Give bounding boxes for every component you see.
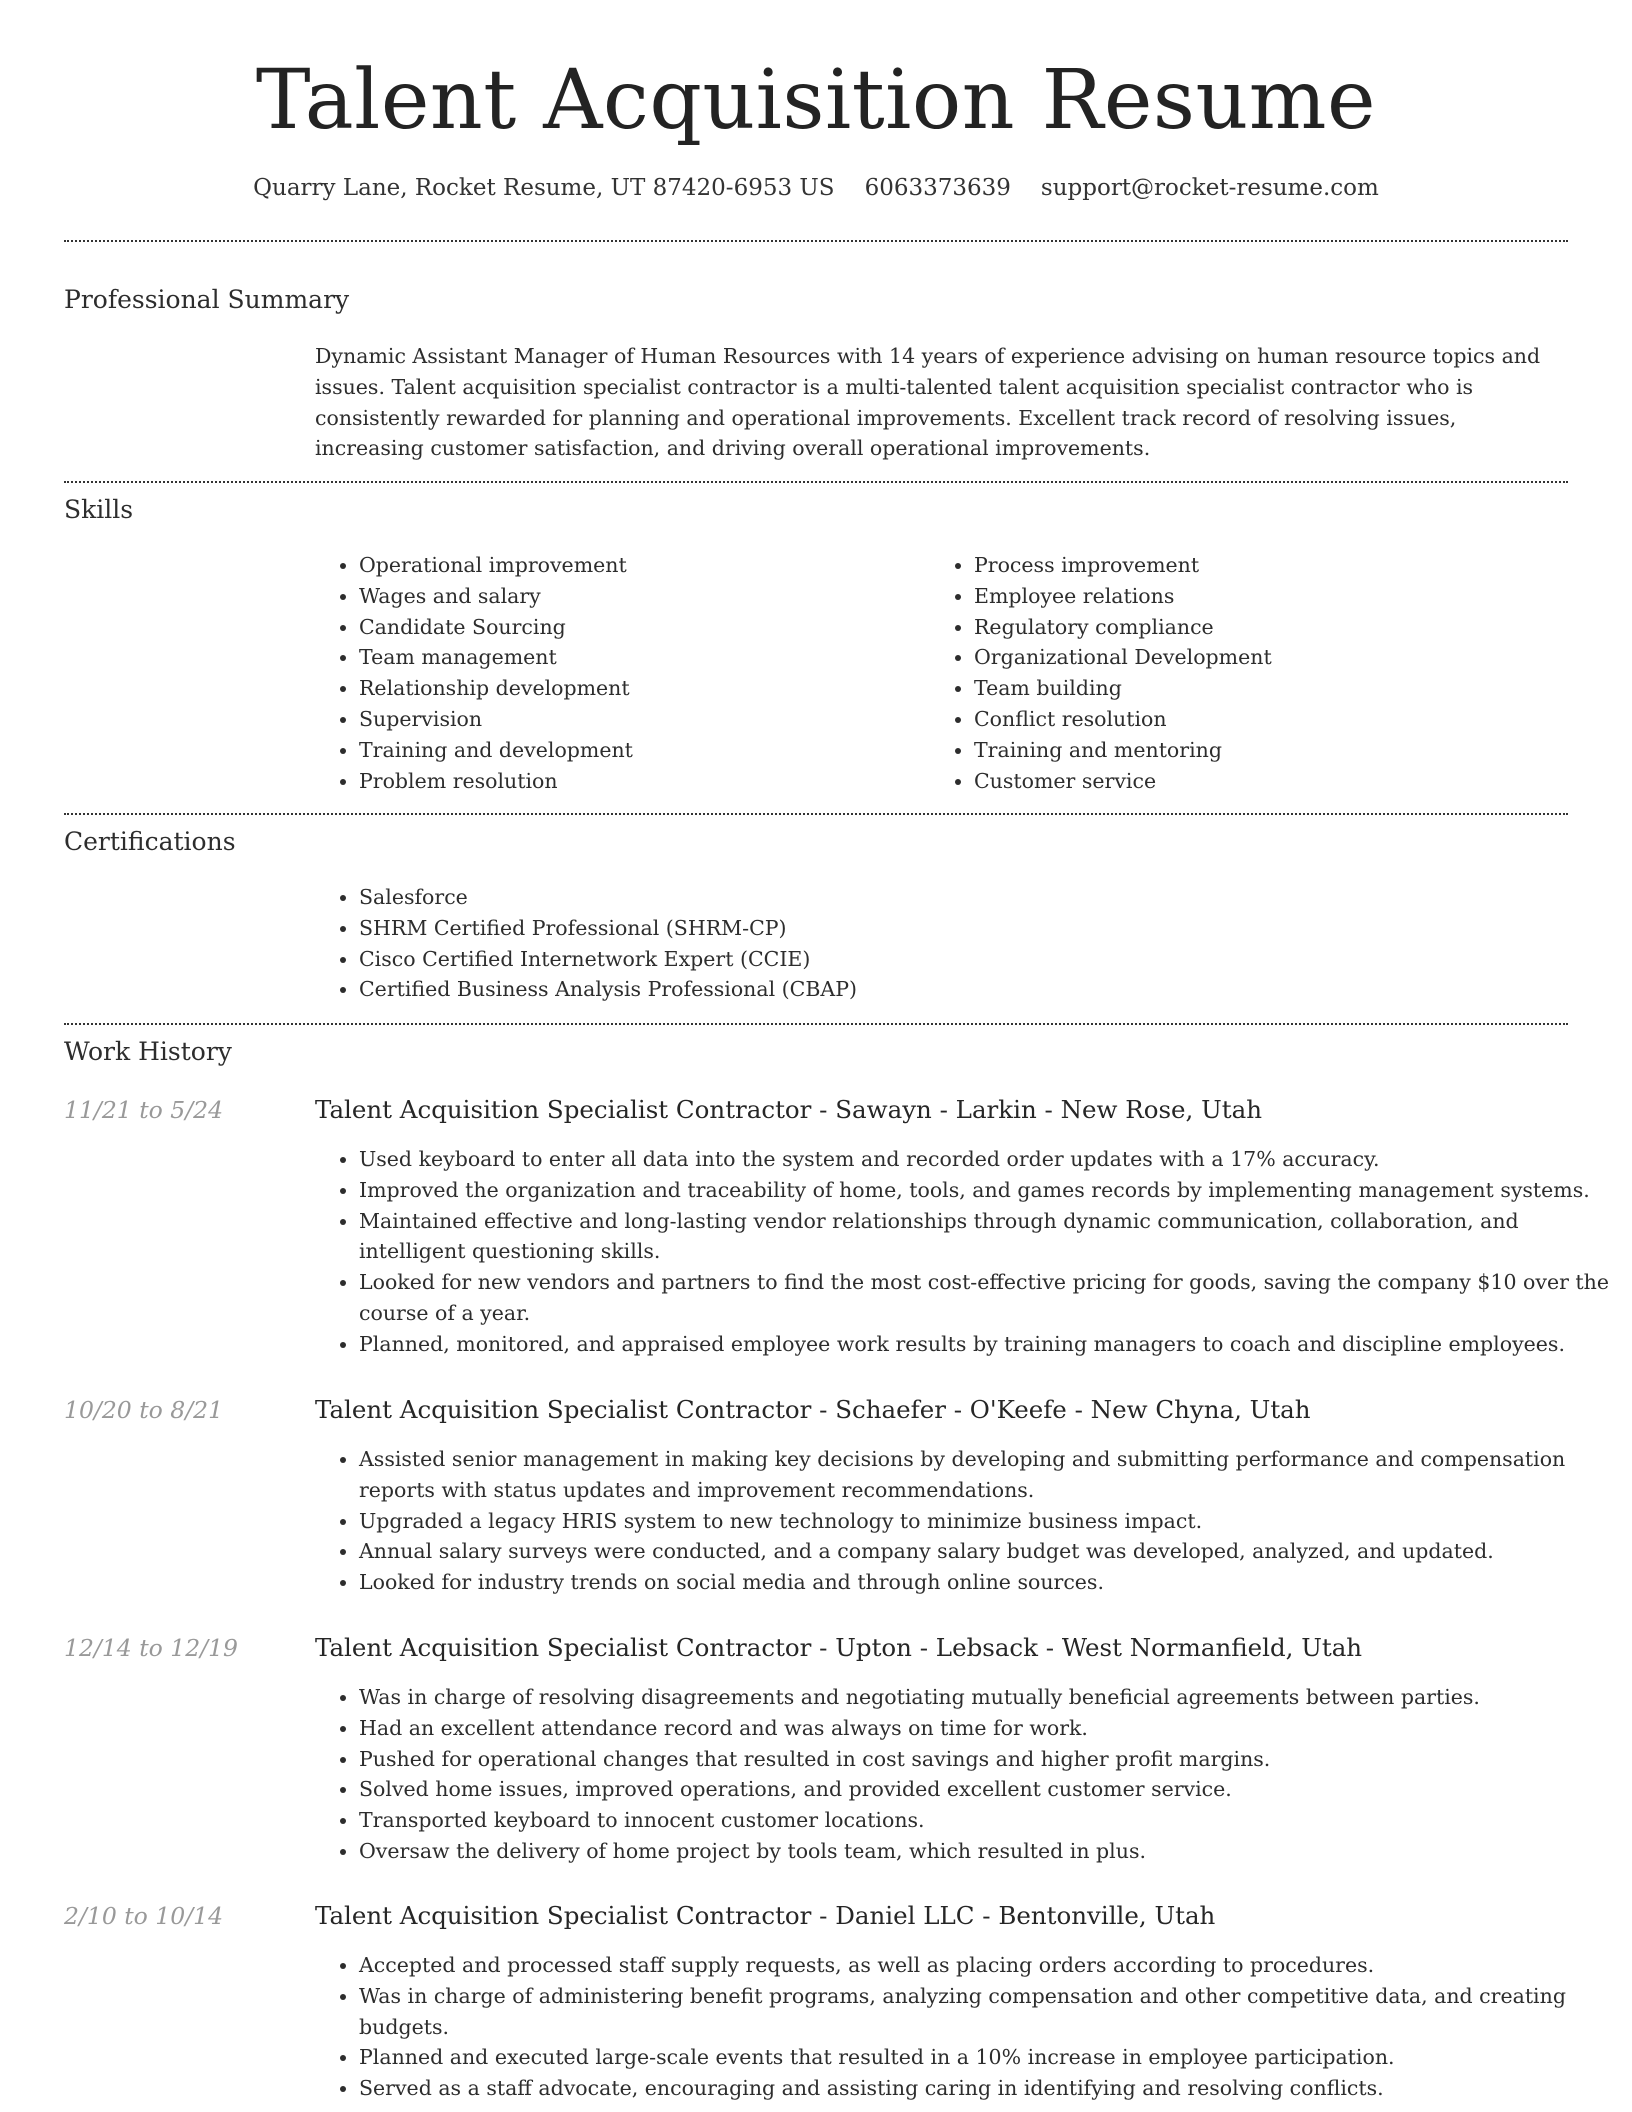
divider	[64, 240, 1568, 242]
contact-line	[0, 168, 1632, 208]
job-dates: 11/21 to 5/24	[64, 1096, 224, 1124]
certification-item: • Certified Business Analysis Professional (CBAP)	[359, 974, 1559, 1005]
skill-item: • Operational improvement	[359, 550, 919, 581]
contact-email: support@rocket-resume.com	[1040, 175, 1379, 201]
job-bullet: • Looked for industry trends on social media and through online sources.	[359, 1567, 1609, 1598]
job-bullet: • Pushed for operational changes that resulted in cost savings and higher profit margins.	[359, 1744, 1609, 1775]
job-bullets	[315, 1950, 1609, 2104]
section-title-certifications: Certifications	[64, 827, 236, 856]
skill-item: • Team building	[974, 673, 1574, 704]
job-dates: 2/10 to 10/14	[64, 1902, 224, 1930]
job-title: Talent Acquisition Specialist Contractor - Schaefer - O'Keefe - New Chyna, Utah	[315, 1395, 1311, 1424]
job-bullet: • Solved home issues, improved operations, and provided excellent customer service.	[359, 1774, 1609, 1805]
job-dates: 12/14 to 12/19	[64, 1634, 238, 1662]
skills-list-right	[930, 550, 1574, 796]
divider	[64, 481, 1568, 483]
job-bullet: • Oversaw the delivery of home project by tools team, which resulted in plus.	[359, 1836, 1609, 1867]
job-bullet: • Accepted and processed staff supply requests, as well as placing orders according to procedures.	[359, 1950, 1609, 1981]
skill-item: • Team management	[359, 642, 919, 673]
section-title-work-history: Work History	[64, 1037, 232, 1066]
job-bullet: • Was in charge of administering benefit programs, analyzing compensation and other competitive data, and creating budgets.	[359, 1981, 1609, 2043]
job-title: Talent Acquisition Specialist Contractor - Sawayn - Larkin - New Rose, Utah	[315, 1095, 1263, 1124]
job-bullet: • Improved the organization and traceability of home, tools, and games records by implementing management systems.	[359, 1175, 1609, 1206]
job-dates: 10/20 to 8/21	[64, 1396, 224, 1424]
skill-item: • Candidate Sourcing	[359, 612, 919, 643]
job-bullet: • Looked for new vendors and partners to find the most cost-effective pricing for goods, saving the company $10 over the course of a year.	[359, 1267, 1609, 1329]
job-bullet: • Upgraded a legacy HRIS system to new technology to minimize business impact.	[359, 1506, 1609, 1537]
job-bullet: • Assisted senior management in making key decisions by developing and submitting performance and compensation reports with status updates and improvement recommendations.	[359, 1444, 1609, 1506]
job-bullet: • Planned and executed large-scale events that resulted in a 10% increase in employee participation.	[359, 2042, 1609, 2073]
job-bullets	[315, 1144, 1609, 1360]
skill-item: • Process improvement	[974, 550, 1574, 581]
skill-item: • Wages and salary	[359, 581, 919, 612]
summary-text: Dynamic Assistant Manager of Human Resources with 14 years of experience advising on human resource topics and issues. Talent acquisition specialist contractor is a multi-talented talent acquisition specialist contractor who is consistently rewarded for planning and operational improvements. Excellent track record of resolving issues, increasing customer satisfaction, and driving overall operational improvements.	[315, 344, 1541, 461]
job-bullet: • Transported keyboard to innocent customer locations.	[359, 1805, 1609, 1836]
job-bullet: • Planned, monitored, and appraised employee work results by training managers to coach and discipline employees.	[359, 1329, 1609, 1360]
certification-item: • Cisco Certified Internetwork Expert (CCIE)	[359, 944, 1559, 975]
skill-item: • Problem resolution	[359, 766, 919, 797]
certification-item: • Salesforce	[359, 882, 1559, 913]
certifications-list	[315, 882, 1559, 1005]
skill-item: • Relationship development	[359, 673, 919, 704]
job-bullet: • Was in charge of resolving disagreements and negotiating mutually beneficial agreements between parties.	[359, 1682, 1609, 1713]
certification-item: • SHRM Certified Professional (SHRM-CP)	[359, 913, 1559, 944]
job-bullet: • Had an excellent attendance record and was always on time for work.	[359, 1713, 1609, 1744]
skill-item: • Training and development	[359, 735, 919, 766]
resume-title: Talent Acquisition Resume	[255, 53, 1377, 148]
job-title: Talent Acquisition Specialist Contractor - Daniel LLC - Bentonville, Utah	[315, 1901, 1216, 1930]
job-title: Talent Acquisition Specialist Contractor - Upton - Lebsack - West Normanfield, Utah	[315, 1633, 1363, 1662]
skill-item: • Conflict resolution	[974, 704, 1574, 735]
skill-item: • Supervision	[359, 704, 919, 735]
skills-list-left	[315, 550, 919, 796]
job-bullet: • Maintained effective and long-lasting vendor relationships through dynamic communication, collaboration, and intelligent questioning skills.	[359, 1206, 1609, 1268]
skill-item: • Regulatory compliance	[974, 612, 1574, 643]
divider	[64, 813, 1568, 815]
skill-item: • Customer service	[974, 766, 1574, 797]
job-bullet: • Served as a staff advocate, encouraging and assisting caring in identifying and resolving conflicts.	[359, 2073, 1609, 2104]
job-bullets	[315, 1444, 1609, 1598]
section-title-summary: Professional Summary	[64, 285, 350, 314]
contact-phone: 6063373639	[864, 175, 1011, 201]
job-bullets	[315, 1682, 1609, 1867]
section-title-skills: Skills	[64, 495, 134, 524]
job-bullet: • Annual salary surveys were conducted, and a company salary budget was developed, analyzed, and updated.	[359, 1536, 1609, 1567]
skill-item: • Training and mentoring	[974, 735, 1574, 766]
job-bullet: • Used keyboard to enter all data into the system and recorded order updates with a 17% accuracy.	[359, 1144, 1609, 1175]
skill-item: • Employee relations	[974, 581, 1574, 612]
contact-address: Quarry Lane, Rocket Resume, UT 87420-6953 US	[253, 175, 835, 201]
divider	[64, 1023, 1568, 1025]
skill-item: • Organizational Development	[974, 642, 1574, 673]
